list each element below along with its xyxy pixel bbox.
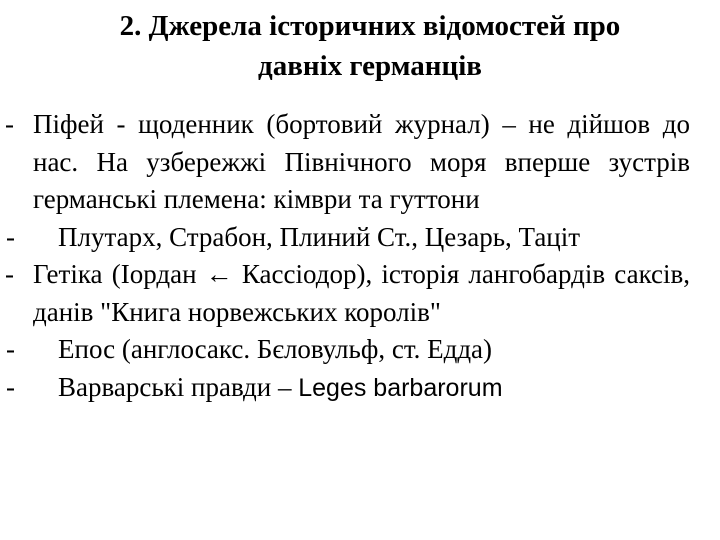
bullet-dash: - — [6, 371, 15, 402]
bullet-dash: - — [5, 109, 14, 139]
list-item-epic — [0, 331, 720, 369]
bullet-dash: - — [6, 221, 15, 252]
list-item-text: Плутарх, Страбон, Плиний Ст., Цезарь, Таціт — [58, 221, 581, 252]
source-list — [0, 106, 720, 407]
list-item-text-latin: Leges barbarorum — [298, 373, 503, 402]
list-item-text-ukrainian: Варварські правди – — [58, 371, 299, 402]
slide-title — [40, 6, 700, 86]
list-item-text: Піфей - щоденник (бортовий журнал) – не дійшов до нас. На узбережжі Північного моря вперше зустрів германські племена: кімври та гуттони — [33, 109, 690, 214]
bullet-dash: - — [6, 334, 15, 364]
list-item-text: Епос (англосакс. Бєловульф, ст. Едда) — [58, 334, 493, 364]
slide-title-line-2: давніх германців — [258, 50, 482, 82]
list-item-text — [58, 369, 700, 408]
slide-title-line-1: 2. Джерела історичних відомостей про — [119, 10, 621, 42]
list-item-ancient-authors — [0, 219, 720, 257]
list-item-text: Гетіка (Іордан ← Кассіодор), історія лангобардів саксів, данів "Книга норвежських королів" — [33, 259, 690, 327]
list-item-pytheas — [0, 106, 720, 219]
bullet-dash: - — [5, 259, 14, 289]
list-item-getica — [0, 256, 720, 331]
list-item-barbarian-laws — [0, 369, 720, 408]
